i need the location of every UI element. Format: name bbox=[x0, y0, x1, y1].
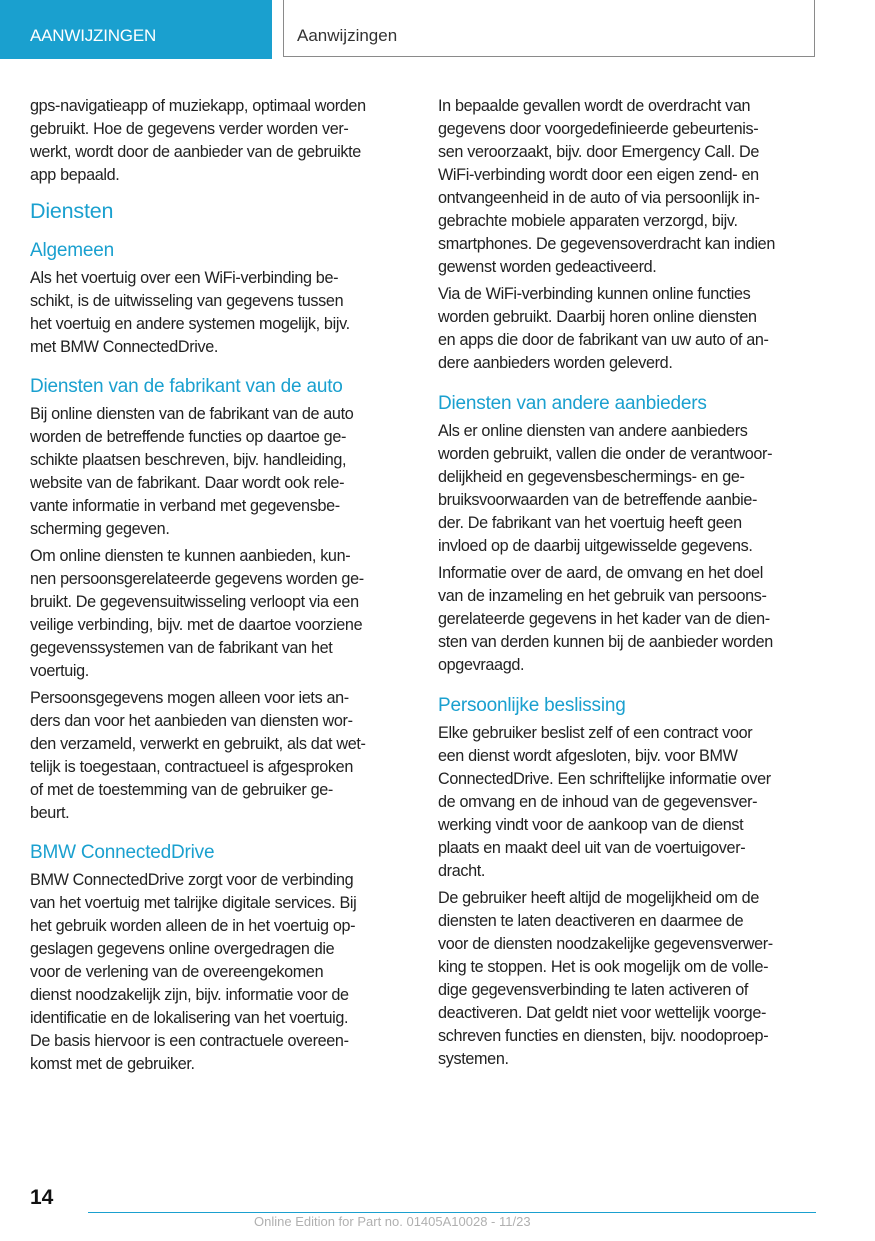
general-paragraph: Als het voertuig over een WiFi-verbinding be- schikt, is de uitwisseling van gegevens tussen het voertuig en andere systemen mogelijk, bijv. met BMW ConnectedDrive. bbox=[30, 269, 350, 356]
personal-decision-paragraph: De gebruiker heeft altijd de mogelijkheid om de diensten te laten deactiveren en daarmee de voor de diensten noodzakelijke gegevensverwer- king te stoppen. Het is ook mogelijk om de volle- dige gegevensverbinding te laten activeren of deactiveren. Dat geldt niet voor wettelijk voorge- schreven functies en diensten, bijv. noodoproep- systemen. bbox=[438, 889, 773, 1068]
manufacturer-services-heading: Diensten van de fabrikant van de auto bbox=[30, 376, 343, 397]
connected-drive-paragraph: BMW ConnectedDrive zorgt voor de verbinding van het voertuig met talrijke digitale services. Bij het gebruik worden alleen de in het voertuig op- geslagen gegevens online overgedragen die voor de verlening van de overeengekomen dienst noodzakelijk zijn, bijv. informatie voor de identificatie en de lokalisering van het voertuig. De basis hiervoor is een contractuele overeen- komst met de gebruiker. bbox=[30, 871, 357, 1073]
right-column bbox=[438, 95, 818, 1075]
manufacturer-services-paragraph: Om online diensten te kunnen aanbieden, kun- nen persoonsgerelateerde gegevens worden ge- bruikt. De gegevensuitwisseling verloopt via een veilige verbinding, bijv. met de daartoe voorziene gegevenssystemen van de fabrikant van het voertuig. bbox=[30, 547, 364, 680]
page-number: 14 bbox=[30, 1186, 54, 1209]
section-tab-label: AANWIJZINGEN bbox=[30, 26, 157, 45]
personal-decision-paragraph: Elke gebruiker beslist zelf of een contract voor een dienst wordt afgesloten, bijv. voor BMW ConnectedDrive. Een schriftelijke informatie over de omvang en de inhoud van de gegevensver- werking vindt voor de aankoop van de dienst plaats en maakt deel uit van de voertuigover- dracht. bbox=[438, 724, 771, 880]
section-tab bbox=[0, 0, 272, 59]
chapter-header bbox=[283, 0, 815, 57]
continued-paragraph: In bepaalde gevallen wordt de overdracht van gegevens door voorgedefinieerde gebeurtenis- sen veroorzaakt, bijv. door Emergency Call. De WiFi-verbinding wordt door een eigen zend- en ontvangeenheid in de auto of via persoonlijk in- gebrachte mobiele apparaten verzorgd, bijv. smartphones. De gegevensoverdracht kan indien gewenst worden gedeactiveerd. bbox=[438, 97, 775, 276]
left-column bbox=[30, 95, 410, 1080]
personal-decision-heading: Persoonlijke beslissing bbox=[438, 695, 626, 716]
chapter-title: Aanwijzingen bbox=[297, 26, 398, 45]
third-party-services-paragraph: Als er online diensten van andere aanbieders worden gebruikt, vallen die onder de verantwoor- delijkheid en gegevensbeschermings- en ge- bruiksvoorwaarden van de betreffende aanbie- der. De fabrikant van het voertuig heeft geen invloed op de daarbij uitgewisselde gegevens. bbox=[438, 422, 773, 555]
manufacturer-services-paragraph: Bij online diensten van de fabrikant van de auto worden de betreffende functies op daartoe ge- schikte plaatsen beschreven, bijv. handleiding, website van de fabrikant. Daar wordt ook rele- vante informatie in verband met gegevensbe- scherming gegeven. bbox=[30, 405, 354, 538]
footer-divider bbox=[88, 1212, 816, 1213]
section-title: Diensten bbox=[30, 199, 114, 223]
intro-paragraph: gps-navigatieapp of muziekapp, optimaal worden gebruikt. Hoe de gegevens verder worden ver- werkt, wordt door de aanbieder van de gebruikte app bepaald. bbox=[30, 97, 366, 184]
third-party-services-heading: Diensten van andere aanbieders bbox=[438, 393, 707, 414]
third-party-services-paragraph: Informatie over de aard, de omvang en het doel van de inzameling en het gebruik van persoons- gerelateerde gegevens in het kader van de dien- sten van derden kunnen bij de aanbieder worden opgevraagd. bbox=[438, 564, 773, 674]
general-heading: Algemeen bbox=[30, 240, 114, 261]
manufacturer-services-paragraph: Persoonsgegevens mogen alleen voor iets an- ders dan voor het aanbieden van diensten wor- den verzameld, verwerkt en gebruikt, als dat wet- telijk is toegestaan, contractueel is afgesproken of met de toestemming van de gebruiker ge- beurt. bbox=[30, 689, 366, 822]
footer-print-line: Online Edition for Part no. 01405A10028 - 11/23 bbox=[254, 1214, 531, 1229]
connected-drive-heading: BMW ConnectedDrive bbox=[30, 842, 215, 863]
continued-paragraph: Via de WiFi-verbinding kunnen online functies worden gebruikt. Daarbij horen online diensten en apps die door de fabrikant van uw auto of an- dere aanbieders worden geleverd. bbox=[438, 285, 769, 372]
